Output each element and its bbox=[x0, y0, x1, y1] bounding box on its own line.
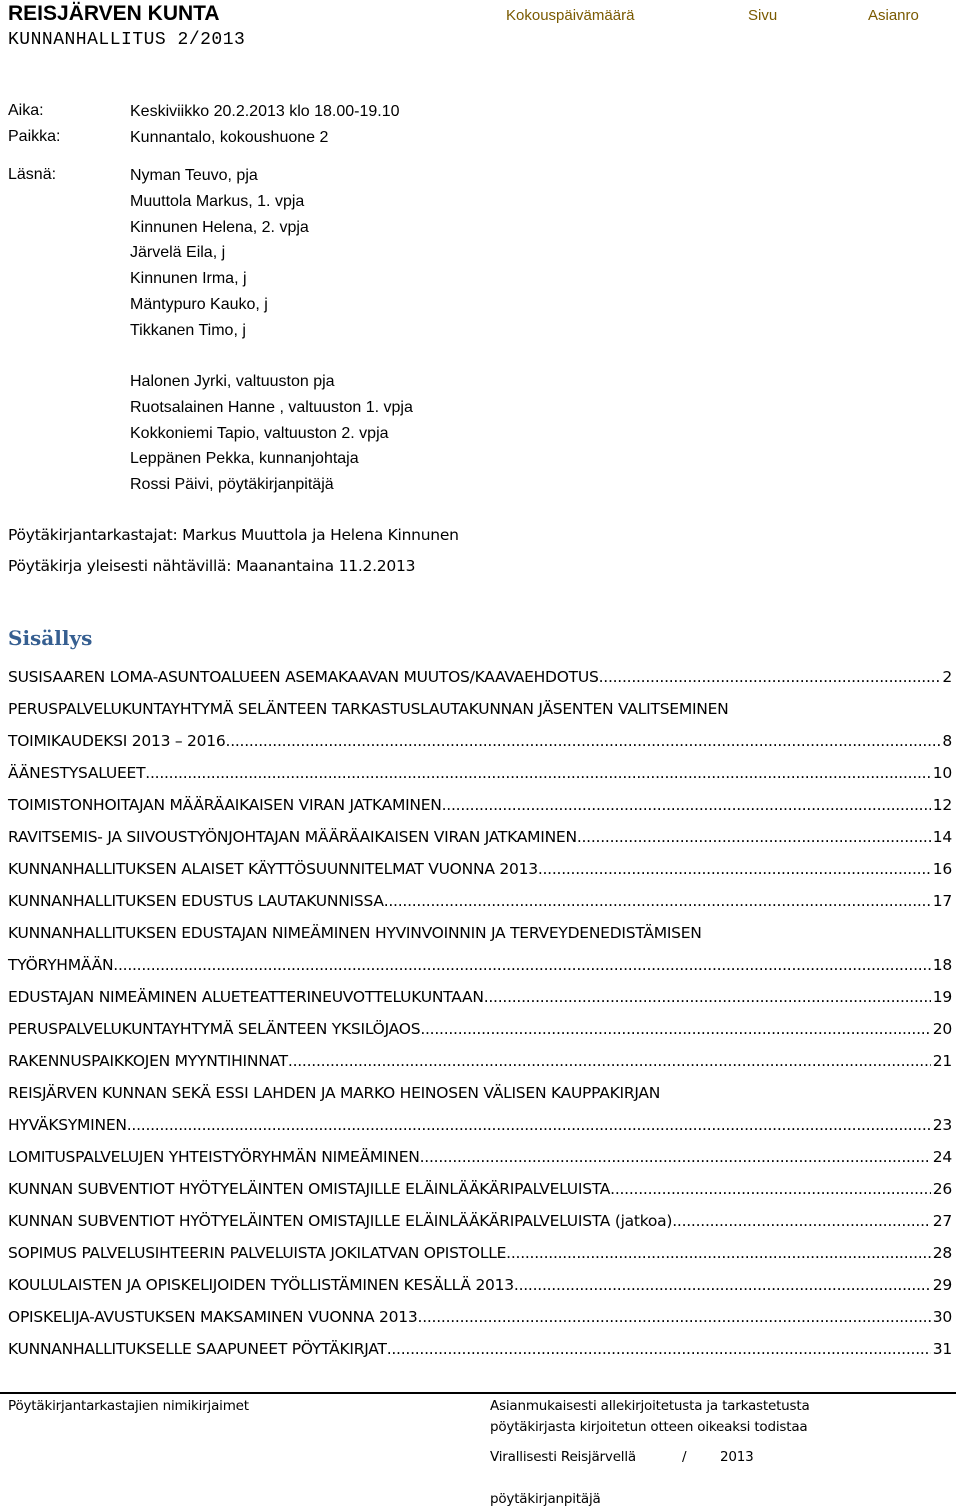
toc-page-number: 31 bbox=[932, 1340, 952, 1358]
organization-name: REISJÄRVEN KUNTA bbox=[8, 2, 220, 25]
toc-leader bbox=[127, 1114, 931, 1136]
toc-leader bbox=[420, 1018, 930, 1040]
toc-entry-title: RAVITSEMIS- JA SIIVOUSTYÖNJOHTAJAN MÄÄRÄAIKAISEN VIRAN JATKAMINEN bbox=[8, 828, 577, 846]
toc-entry-title: OPISKELIJA-AVUSTUKSEN MAKSAMINEN VUONNA 2013 bbox=[8, 1308, 418, 1326]
toc-entry[interactable] bbox=[8, 890, 952, 922]
official-place: Virallisesti Reisjärvellä bbox=[490, 1449, 636, 1465]
toc-page-number: 14 bbox=[932, 828, 952, 846]
toc-entry[interactable] bbox=[8, 826, 952, 858]
toc-page-number: 28 bbox=[932, 1244, 952, 1262]
toc-leader bbox=[418, 1306, 931, 1328]
toc-page-number: 20 bbox=[932, 1020, 952, 1038]
toc-entry[interactable] bbox=[8, 666, 952, 698]
board-and-meeting-number: KUNNANHALLITUS 2/2013 bbox=[8, 30, 246, 50]
toc-entry-title: KUNNANHALLITUKSEN ALAISET KÄYTTÖSUUNNITELMAT VUONNA 2013 bbox=[8, 860, 538, 878]
toc-entry-title: SOPIMUS PALVELUSIHTEERIN PALVELUISTA JOKILATVAN OPISTOLLE bbox=[8, 1244, 507, 1262]
toc-leader bbox=[288, 1050, 931, 1072]
toc-entry[interactable] bbox=[8, 762, 952, 794]
toc-entry[interactable] bbox=[8, 1242, 952, 1274]
other-attendees-list bbox=[130, 369, 413, 498]
toc-entry-title: ÄÄNESTYSALUEET bbox=[8, 764, 146, 782]
toc-page-number: 12 bbox=[932, 796, 952, 814]
toc-entry[interactable] bbox=[8, 1178, 952, 1210]
toc-page-number: 29 bbox=[932, 1276, 952, 1294]
toc-entry-title: TOIMIKAUDEKSI 2013 – 2016 bbox=[8, 732, 226, 750]
toc-entry[interactable] bbox=[8, 1146, 952, 1178]
toc-page-number: 8 bbox=[942, 732, 952, 750]
member: Tikkanen Timo, j bbox=[130, 321, 246, 339]
toc-entry-title-line1: KUNNANHALLITUKSEN EDUSTAJAN NIMEÄMINEN HYVINVOINNIN JA TERVEYDENEDISTÄMISEN bbox=[8, 924, 702, 942]
toc-entry-title: RAKENNUSPAIKKOJEN MYYNTIHINNAT bbox=[8, 1052, 288, 1070]
toc-entry-title: SUSISAAREN LOMA-ASUNTOALUEEN ASEMAKAAVAN MUUTOS/KAAVAEHDOTUS bbox=[8, 668, 599, 686]
toc-page-number: 19 bbox=[932, 988, 952, 1006]
toc-page-number: 18 bbox=[932, 956, 952, 974]
toc-entry-title-line1: PERUSPALVELUKUNTAYHTYMÄ SELÄNTEEN TARKASTUSLAUTAKUNNAN JÄSENTEN VALITSEMINEN bbox=[8, 700, 729, 718]
members-list bbox=[130, 163, 309, 344]
toc-entry[interactable] bbox=[8, 1306, 952, 1338]
member: Kinnunen Irma, j bbox=[130, 270, 247, 288]
attendee: Rossi Päivi, pöytäkirjanpitäjä bbox=[130, 476, 334, 494]
attendee: Ruotsalainen Hanne , valtuuston 1. vpja bbox=[130, 398, 413, 416]
public-display-note: Pöytäkirja yleisesti nähtävillä: Maanantaina 11.2.2013 bbox=[8, 557, 416, 575]
toc-entry-title: PERUSPALVELUKUNTAYHTYMÄ SELÄNTEEN YKSILÖJAOS bbox=[8, 1020, 421, 1038]
official-date-slash: / bbox=[682, 1449, 687, 1465]
toc-entry-title: TYÖRYHMÄÄN bbox=[8, 956, 114, 974]
toc-entry-title: HYVÄKSYMINEN bbox=[8, 1116, 127, 1134]
member: Muuttola Markus, 1. vpja bbox=[130, 192, 305, 210]
toc-entry-title: EDUSTAJAN NIMEÄMINEN ALUETEATTERINEUVOTTELUKUNTAAN bbox=[8, 988, 484, 1006]
toc-page-number: 17 bbox=[932, 892, 952, 910]
toc-entry-title: KUNNAN SUBVENTIOT HYÖTYELÄINTEN OMISTAJILLE ELÄINLÄÄKÄRIPALVELUISTA (jatkoa) bbox=[8, 1212, 673, 1230]
toc-entry[interactable] bbox=[8, 794, 952, 826]
toc-entry[interactable] bbox=[8, 698, 952, 762]
toc-leader bbox=[420, 1146, 931, 1168]
member: Kinnunen Helena, 2. vpja bbox=[130, 218, 309, 236]
toc-page-number: 24 bbox=[932, 1148, 952, 1166]
toc-entry[interactable] bbox=[8, 1338, 952, 1370]
toc-page-number: 21 bbox=[932, 1052, 952, 1070]
toc-leader bbox=[226, 730, 941, 752]
toc-entry[interactable] bbox=[8, 1018, 952, 1050]
toc-entry[interactable] bbox=[8, 858, 952, 890]
toc-entry[interactable] bbox=[8, 986, 952, 1018]
checkers-initials-label: Pöytäkirjantarkastajien nimikirjaimet bbox=[8, 1398, 249, 1414]
toc-page-number: 30 bbox=[932, 1308, 952, 1326]
header-case-number-label: Asianro bbox=[868, 7, 919, 24]
toc-entry-title: KUNNANHALLITUKSEN EDUSTUS LAUTAKUNNISSA bbox=[8, 892, 384, 910]
toc-leader bbox=[672, 1210, 931, 1232]
present-label: Läsnä: bbox=[8, 166, 57, 183]
toc-entry-title: KUNNANHALLITUKSELLE SAAPUNEET PÖYTÄKIRJAT bbox=[8, 1340, 387, 1358]
secretary-label: pöytäkirjanpitäjä bbox=[490, 1491, 601, 1507]
toc-page-number: 27 bbox=[932, 1212, 952, 1230]
toc-leader bbox=[442, 794, 931, 816]
header-page-label: Sivu bbox=[748, 7, 778, 24]
toc-page-number: 16 bbox=[932, 860, 952, 878]
toc-entry-title: KOULULAISTEN JA OPISKELIJOIDEN TYÖLLISTÄMINEN KESÄLLÄ 2013 bbox=[8, 1276, 514, 1294]
toc-entry[interactable] bbox=[8, 1274, 952, 1306]
toc-page-number: 10 bbox=[932, 764, 952, 782]
toc-entry-title: TOIMISTONHOITAJAN MÄÄRÄAIKAISEN VIRAN JATKAMINEN bbox=[8, 796, 442, 814]
toc-entry[interactable] bbox=[8, 1210, 952, 1242]
toc-title: Sisällys bbox=[8, 626, 93, 650]
toc-leader bbox=[538, 858, 931, 880]
toc-leader bbox=[484, 986, 931, 1008]
toc-leader bbox=[384, 890, 931, 912]
toc-leader bbox=[387, 1338, 931, 1360]
toc-entry[interactable] bbox=[8, 1082, 952, 1146]
place-label: Paikka: bbox=[8, 128, 61, 145]
toc-page-number: 23 bbox=[932, 1116, 952, 1134]
toc-leader bbox=[145, 762, 930, 784]
header-meeting-date-label: Kokouspäivämäärä bbox=[506, 7, 635, 24]
toc-entry-title: LOMITUSPALVELUJEN YHTEISTYÖRYHMÄN NIMEÄMINEN bbox=[8, 1148, 420, 1166]
table-of-contents bbox=[8, 666, 952, 1370]
toc-entry-title: KUNNAN SUBVENTIOT HYÖTYELÄINTEN OMISTAJILLE ELÄINLÄÄKÄRIPALVELUISTA bbox=[8, 1180, 611, 1198]
toc-leader bbox=[113, 954, 930, 976]
toc-page-number: 2 bbox=[942, 668, 952, 686]
toc-leader bbox=[514, 1274, 931, 1296]
official-year: 2013 bbox=[720, 1449, 754, 1465]
toc-leader bbox=[599, 666, 941, 688]
member: Nyman Teuvo, pja bbox=[130, 167, 258, 184]
certification-line-1: Asianmukaisesti allekirjoitetusta ja tarkastetusta bbox=[490, 1398, 810, 1414]
time-label: Aika: bbox=[8, 102, 44, 119]
toc-page-number: 26 bbox=[932, 1180, 952, 1198]
place-value: Kunnantalo, kokoushuone 2 bbox=[130, 129, 329, 146]
toc-leader bbox=[506, 1242, 931, 1264]
attendee: Leppänen Pekka, kunnanjohtaja bbox=[130, 450, 359, 468]
minutes-checkers: Pöytäkirjantarkastajat: Markus Muuttola ja Helena Kinnunen bbox=[8, 526, 459, 544]
member: Mäntypuro Kauko, j bbox=[130, 295, 268, 313]
toc-entry[interactable] bbox=[8, 1050, 952, 1082]
certification-line-2: pöytäkirjasta kirjoitetun otteen oikeaksi todistaa bbox=[490, 1419, 808, 1435]
toc-leader bbox=[577, 826, 931, 848]
toc-entry[interactable] bbox=[8, 922, 952, 986]
footer-divider bbox=[0, 1392, 956, 1394]
time-value: Keskiviikko 20.2.2013 klo 18.00-19.10 bbox=[130, 103, 400, 120]
member: Järvelä Eila, j bbox=[130, 244, 226, 262]
toc-leader bbox=[610, 1178, 931, 1200]
attendee: Halonen Jyrki, valtuuston pja bbox=[130, 373, 335, 390]
toc-entry-title-line1: REISJÄRVEN KUNNAN SEKÄ ESSI LAHDEN JA MARKO HEINOSEN VÄLISEN KAUPPAKIRJAN bbox=[8, 1084, 661, 1102]
attendee: Kokkoniemi Tapio, valtuuston 2. vpja bbox=[130, 424, 389, 442]
